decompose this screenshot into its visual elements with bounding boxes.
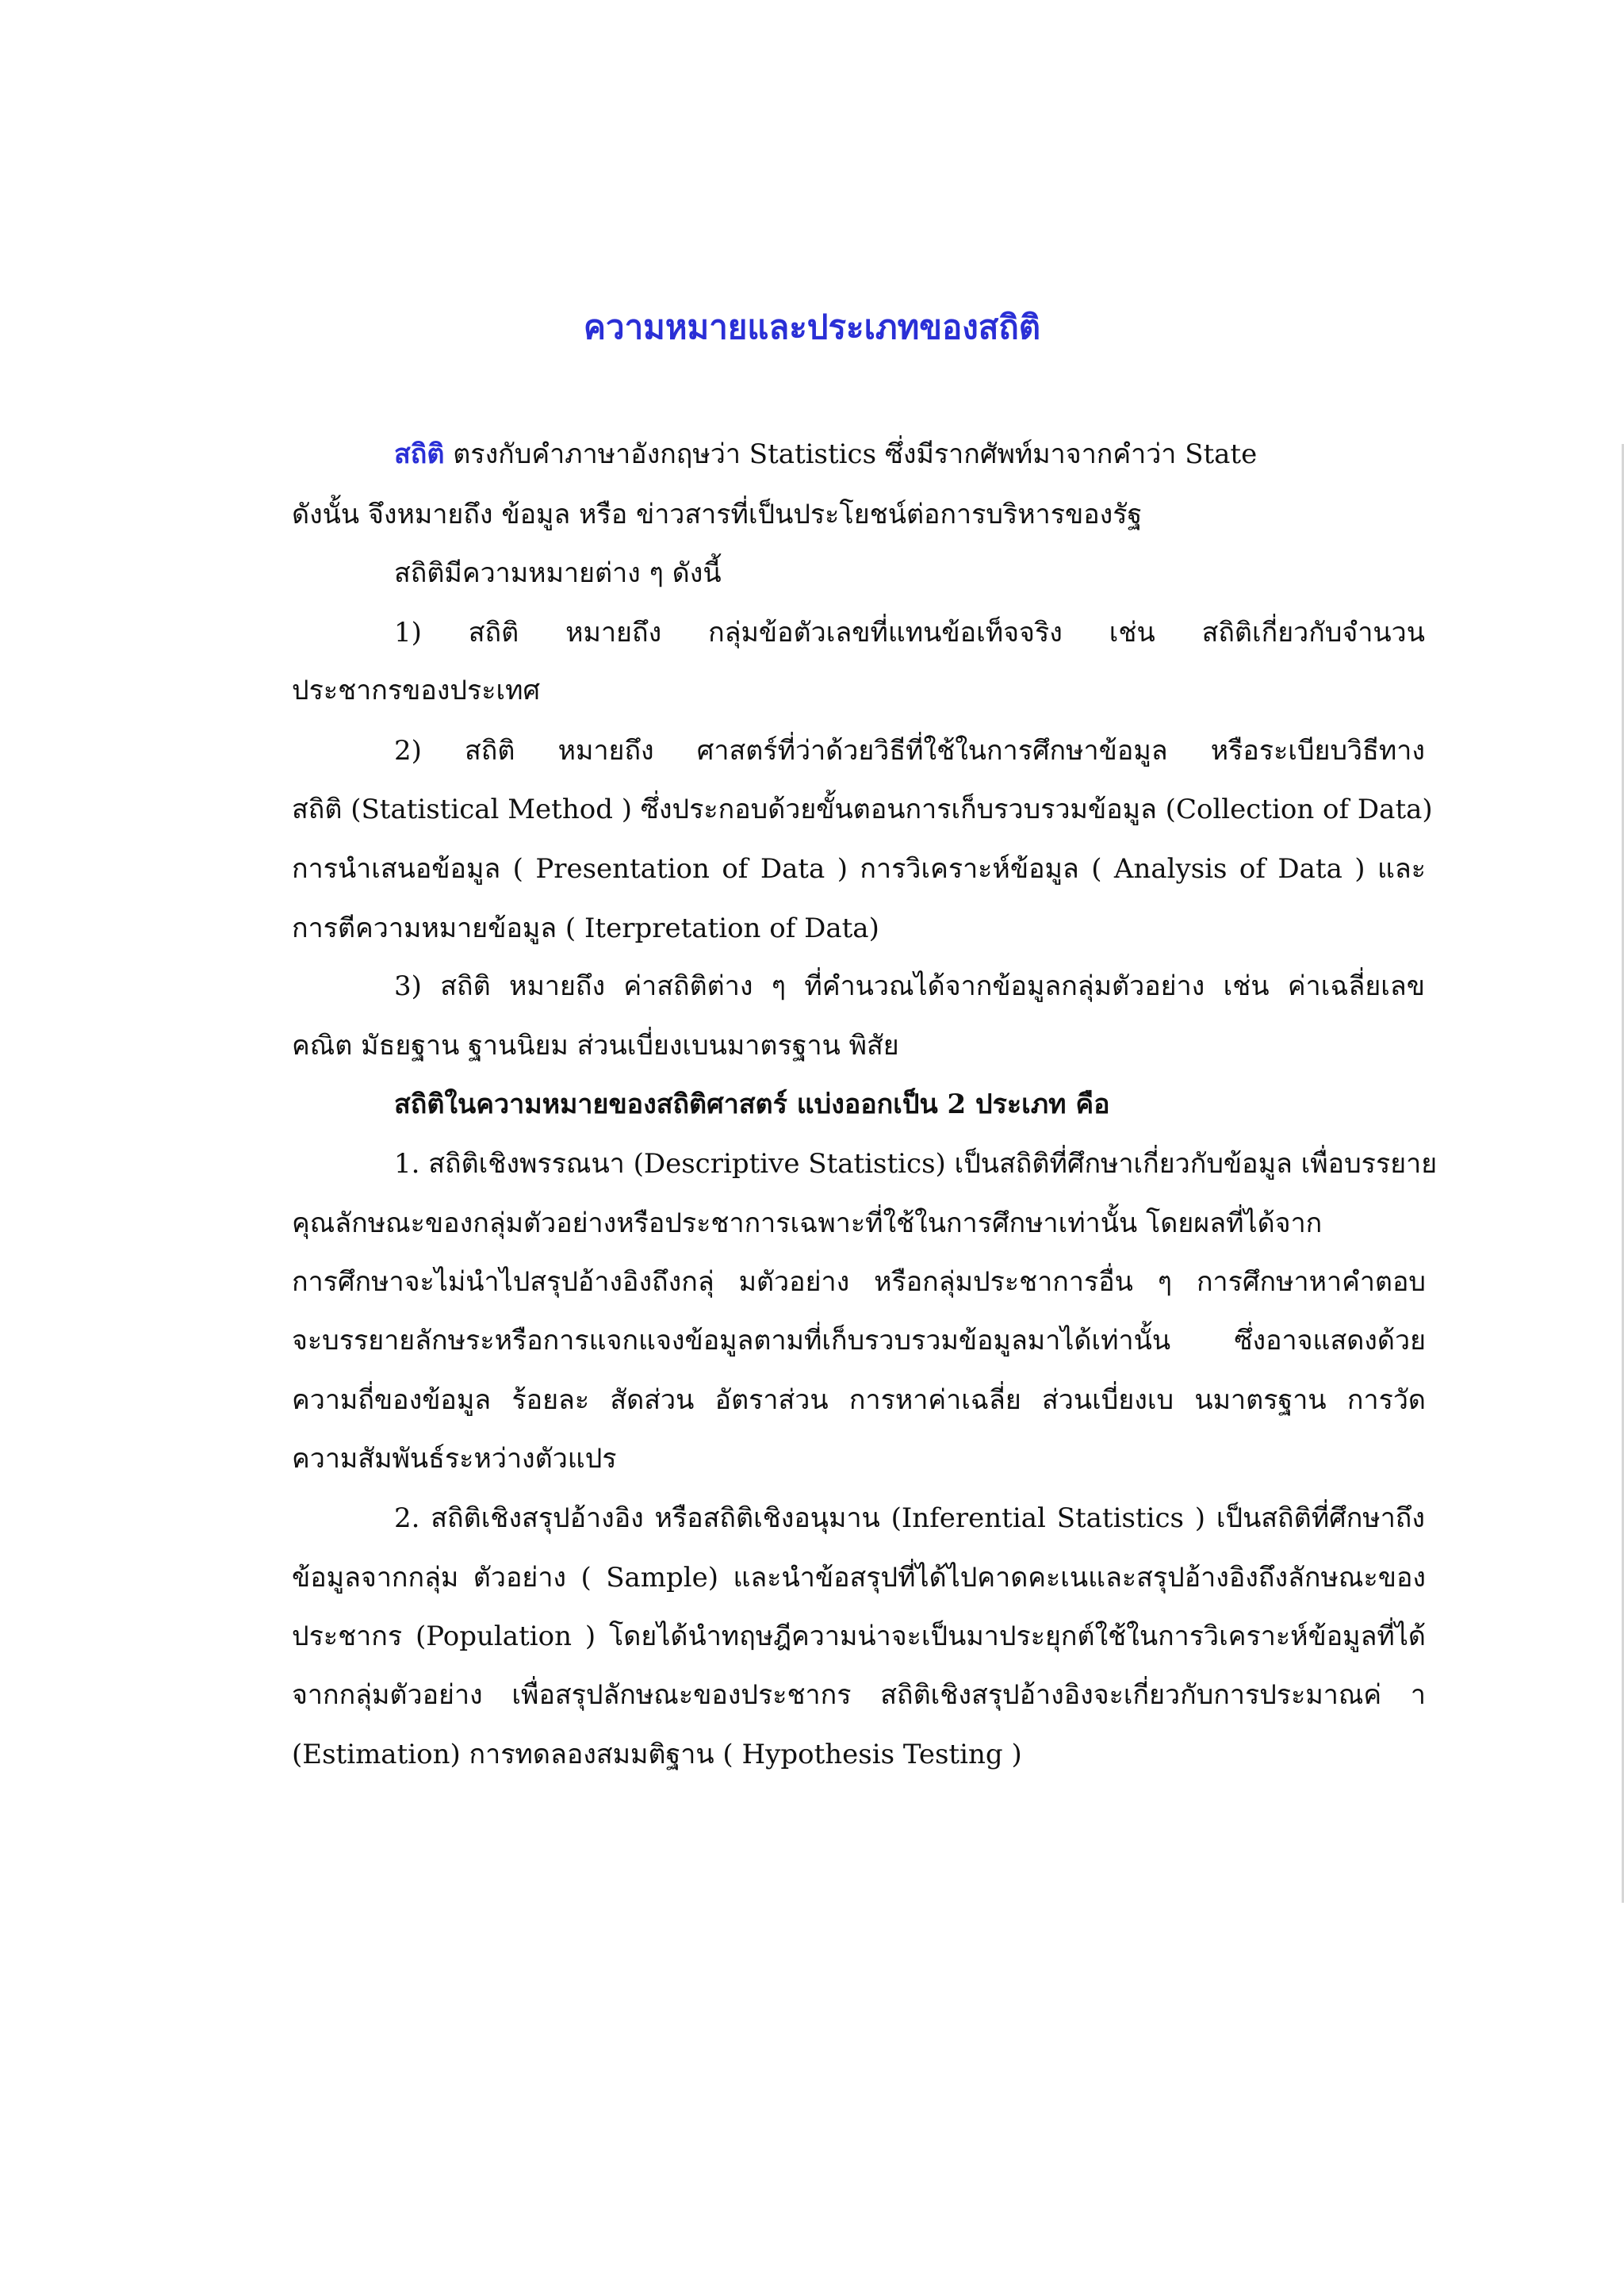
paragraph-line: สถิติมีความหมายต่าง ๆ ดังนี้ (394, 557, 722, 589)
paragraph-line: คุณลักษณะของกลุ่มตัวอย่างหรือประชาการเฉพาะที่ใช้ในการศึกษาเท่านั้น โดยผลที่ได้จาก (292, 1207, 1323, 1239)
line-text: ตรงกับคำภาษาอังกฤษว่า Statistics ซึ่งมีรากศัพท์มาจากคำว่า State (444, 438, 1258, 470)
paragraph-line: จากกลุ่มตัวอย่าง เพื่อสรุปลักษณะของประชากร สถิติเชิงสรุปอ้างอิงจะเกี่ยวกับการประมาณค่ า (292, 1679, 1426, 1711)
paragraph-line: 3) สถิติ หมายถึง ค่าสถิติต่าง ๆ ที่คำนวณได้จากข้อมูลกลุ่มตัวอย่าง เช่น ค่าเฉลี่ยเลข (394, 970, 1425, 1002)
page-title: ความหมายและประเภทของสถิติ (583, 308, 1041, 346)
paragraph-line: 1) สถิติ หมายถึง กลุ่มข้อตัวเลขที่แทนข้อเท็จจริง เช่น สถิติเกี่ยวกับจำนวน (394, 617, 1425, 649)
paragraph-line: 2) สถิติ หมายถึง ศาสตร์ที่ว่าด้วยวิธีที่ใช้ในการศึกษาข้อมูล หรือระเบียบวิธีทาง (394, 735, 1425, 767)
paragraph-line: ดังนั้น จึงหมายถึง ข้อมูล หรือ ข่าวสารที่เป็นประโยชน์ต่อการบริหารของรัฐ (292, 499, 1143, 530)
paragraph-line: การนำเสนอข้อมูล ( Presentation of Data ) การวิเคราะห์ข้อมูล ( Analysis of Data ) และ (292, 853, 1426, 885)
paragraph-line: 2. สถิติเชิงสรุปอ้างอิง หรือสถิติเชิงอนุมาน (Inferential Statistics ) เป็นสถิติที่ศึกษาถึง (394, 1502, 1425, 1534)
paragraph-line: คณิต มัธยฐาน ฐานนิยม ส่วนเบี่ยงเบนมาตรฐาน พิสัย (292, 1030, 899, 1062)
section-heading: สถิติในความหมายของสถิติศาสตร์ แบ่งออกเป็น 2 ประเภท คือ (394, 1089, 1110, 1120)
paragraph-line: จะบรรยายลักษระหรือการแจกแจงข้อมูลตามที่เก็บรวบรวมข้อมูลมาได้เท่านั้น ซึ่งอาจแสดงด้วย (292, 1325, 1426, 1357)
paragraph-line (394, 434, 1257, 474)
paragraph-line: 1. สถิติเชิงพรรณนา (Descriptive Statistics) เป็นสถิติที่ศึกษาเกี่ยวกับข้อมูล เพื่อบรรยาย (394, 1148, 1438, 1180)
paragraph-line: ข้อมูลจากกลุ่ม ตัวอย่าง ( Sample) และนำข้อสรุปที่ได้ไปคาดคะเนและสรุปอ้างอิงถึงลักษณะของ (292, 1562, 1426, 1594)
paragraph-line: ประชากรของประเทศ (292, 675, 541, 706)
paragraph-line: การตีความหมายข้อมูล ( Iterpretation of Data) (292, 913, 879, 944)
highlight-term: สถิติ (394, 438, 445, 470)
paragraph-line: ประชากร (Population ) โดยได้นำทฤษฎีความน่าจะเป็นมาประยุกต์ใช้ในการวิเคราะห์ข้อมูลที่ได้ (292, 1621, 1426, 1652)
paragraph-line: ความสัมพันธ์ระหว่างตัวแปร (292, 1443, 617, 1475)
paragraph-line: สถิติ (Statistical Method ) ซึ่งประกอบด้วยขั้นตอนการเก็บรวบรวมข้อมูล (Collection of Data) (292, 794, 1433, 825)
paragraph-line: การศึกษาจะไม่นำไปสรุปอ้างอิงถึงกลุ่ มตัวอย่าง หรือกลุ่มประชาการอื่น ๆ การศึกษาหาคำตอบ (292, 1266, 1426, 1298)
paragraph-line: (Estimation) การทดลองสมมติฐาน ( Hypothesis Testing ) (292, 1739, 1022, 1770)
paragraph-line: ความถี่ของข้อมูล ร้อยละ สัดส่วน อัตราส่วน การหาค่าเฉลี่ย ส่วนเบี่ยงเบ นมาตรฐาน การวัด (292, 1384, 1426, 1416)
